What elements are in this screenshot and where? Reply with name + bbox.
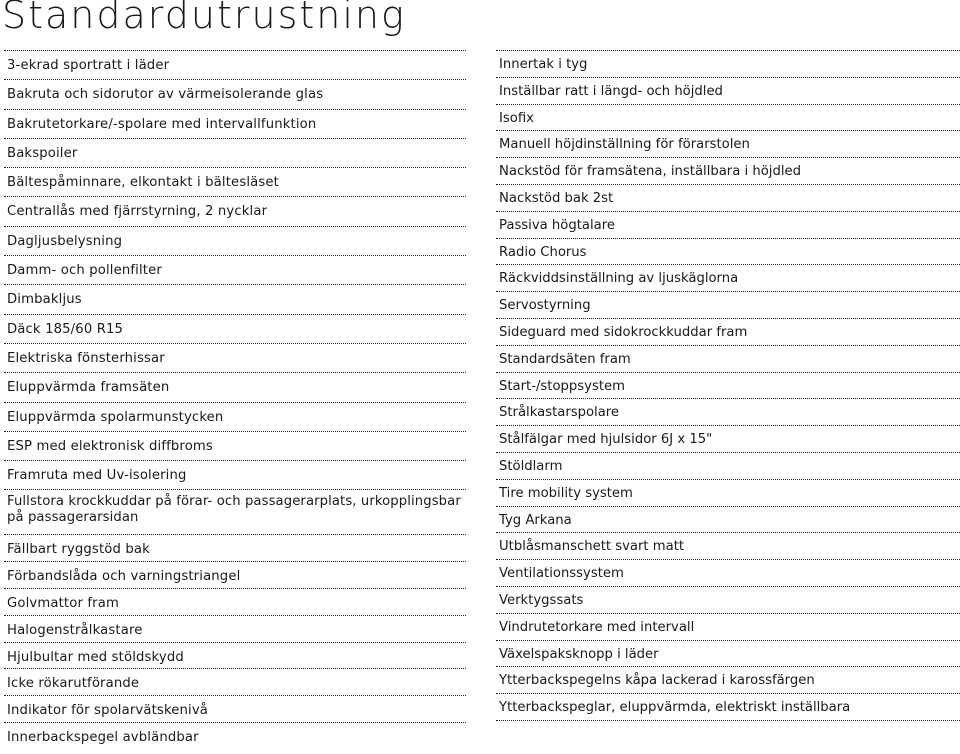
list-item: Verktygssats: [496, 586, 960, 613]
list-divider: [496, 720, 960, 721]
list-item: Fullstora krockkuddar på förar- och passagerarplats, urkopplingsbar på passagerarsidan: [4, 489, 466, 534]
list-item: Växelspaksknopp i läder: [496, 640, 960, 667]
list-item: Servostyrning: [496, 291, 960, 318]
list-item: Nackstöd bak 2st: [496, 184, 960, 211]
list-item: Eluppvärmda spolarmunstycken: [4, 402, 466, 431]
list-item: Nackstöd för framsätena, inställbara i höjdled: [496, 157, 960, 184]
list-item: Utblåsmanschett svart matt: [496, 532, 960, 559]
list-item: Damm- och pollenfilter: [4, 255, 466, 284]
list-item: Däck 185/60 R15: [4, 314, 466, 343]
list-item: Dimbakljus: [4, 284, 466, 313]
list-item: Innerbackspegel avbländbar: [4, 722, 466, 749]
list-item: Bakruta och sidorutor av värmeisolerande glas: [4, 79, 466, 108]
list-item: Standardsäten fram: [496, 345, 960, 372]
list-item: Radio Chorus: [496, 238, 960, 265]
equipment-list-left: [4, 50, 466, 749]
list-item: Stöldlarm: [496, 452, 960, 479]
list-item: Sideguard med sidokrockkuddar fram: [496, 318, 960, 345]
list-item: Start-/stoppsystem: [496, 372, 960, 399]
list-item: ESP med elektronisk diffbroms: [4, 431, 466, 460]
list-item: Indikator för spolarvätskenivå: [4, 695, 466, 722]
list-item: Framruta med Uv-isolering: [4, 460, 466, 489]
page-title: Standardutrustning: [2, 0, 406, 37]
list-item: Ytterbackspegelns kåpa lackerad i karossfärgen: [496, 666, 960, 693]
list-item: Tyg Arkana: [496, 506, 960, 533]
list-item: 3-ekrad sportratt i läder: [4, 50, 466, 79]
list-item: Passiva högtalare: [496, 211, 960, 238]
list-item: Inställbar ratt i längd- och höjdled: [496, 77, 960, 104]
list-item: Eluppvärmda framsäten: [4, 372, 466, 401]
list-item: Stålfälgar med hjulsidor 6J x 15": [496, 425, 960, 452]
list-item: Elektriska fönsterhissar: [4, 343, 466, 372]
equipment-list-right: [496, 50, 960, 721]
list-item: Hjulbultar med stöldskydd: [4, 642, 466, 669]
list-item: Tire mobility system: [496, 479, 960, 506]
list-item: Isofix: [496, 104, 960, 131]
list-item: Icke rökarutförande: [4, 668, 466, 695]
list-item: Förbandslåda och varningstriangel: [4, 561, 466, 588]
list-item: Golvmattor fram: [4, 588, 466, 615]
list-item: Strålkastarspolare: [496, 398, 960, 425]
list-item: Räckviddsinställning av ljuskäglorna: [496, 264, 960, 291]
list-item: Bakrutetorkare/-spolare med intervallfunktion: [4, 109, 466, 138]
list-item: Bakspoiler: [4, 138, 466, 167]
list-item: Ytterbackspeglar, eluppvärmda, elektriskt inställbara: [496, 693, 960, 720]
list-item: Centrallås med fjärrstyrning, 2 nycklar: [4, 196, 466, 225]
list-item: Bältespåminnare, elkontakt i bältesläset: [4, 167, 466, 196]
list-item: Vindrutetorkare med intervall: [496, 613, 960, 640]
list-item: Dagljusbelysning: [4, 226, 466, 255]
list-item: Ventilationssystem: [496, 559, 960, 586]
list-item: Halogenstrålkastare: [4, 615, 466, 642]
list-item: Innertak i tyg: [496, 50, 960, 77]
list-item: Fällbart ryggstöd bak: [4, 534, 466, 561]
list-item: Manuell höjdinställning för förarstolen: [496, 130, 960, 157]
